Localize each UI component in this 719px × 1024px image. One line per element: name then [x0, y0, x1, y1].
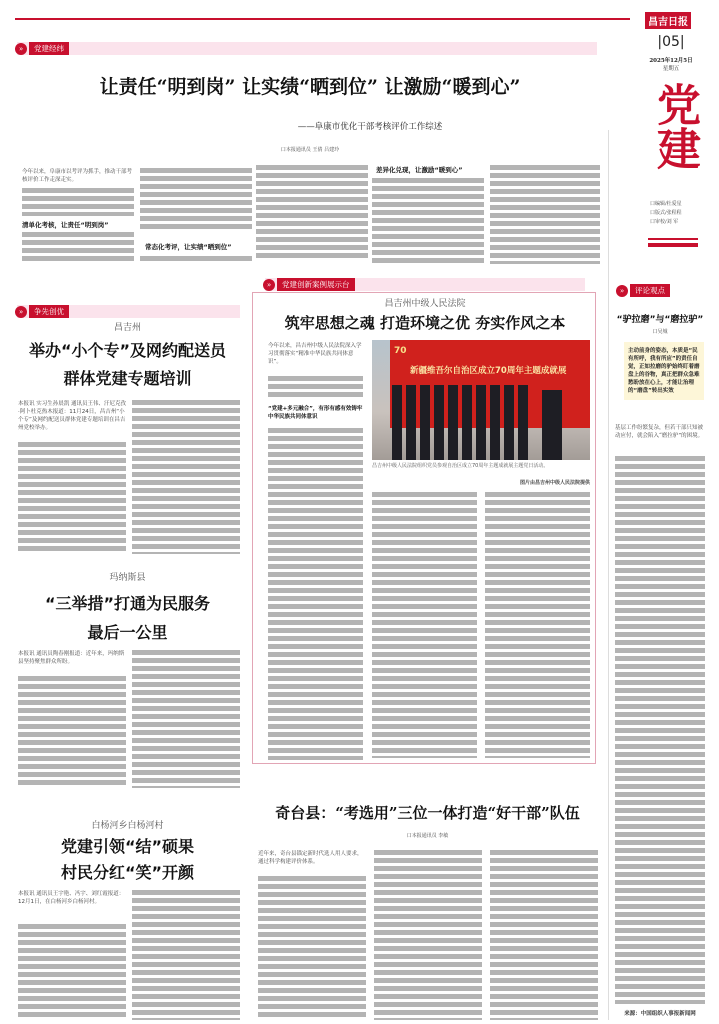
photo-logo: 70	[394, 346, 407, 356]
event-photo	[372, 340, 590, 460]
section-tag: 党建经纬	[29, 42, 69, 55]
commentary-source: 来源：中国组织人事报新闻网	[624, 1011, 696, 1017]
editor: 口编辑/杜爱星	[650, 201, 682, 207]
section-tag: 争先创优	[29, 305, 69, 318]
subhead: 清单化考核，让责任“明到岗”	[22, 221, 109, 229]
section-bar-党建创新案例展示台	[265, 278, 585, 291]
headline: 群体党建专题培训	[63, 369, 192, 388]
page-number: |05|	[657, 34, 685, 50]
top-rule	[15, 18, 630, 20]
section-bar-争先创优	[17, 305, 240, 318]
masthead-logo: 昌吉日报	[645, 12, 691, 29]
commentary-title: “驴拉磨”与“磨拉驴”	[616, 315, 704, 325]
rule	[648, 243, 698, 247]
page-number-value: 05	[662, 34, 680, 50]
article-lead: 基层工作纷繁复杂，但若干部只知被动应付，就会陷入“磨拉驴”的困境。	[615, 425, 704, 439]
chevron-icon: »	[15, 306, 27, 318]
headline: 最后一公里	[87, 623, 168, 642]
top-subtitle: ——阜康市优化干部考核评价工作综述	[297, 122, 443, 132]
section-tag: 党建创新案例展示台	[277, 278, 355, 291]
photo-banner-text: 新疆维吾尔自治区成立70周年主题成就展	[410, 366, 567, 376]
photo-credit: 图片由昌吉州中级人民法院提供	[519, 480, 590, 486]
headline: 举办“小个专”及网约配送员	[28, 341, 227, 360]
issue-weekday: 星期五	[662, 66, 680, 72]
subhead: 差异化兑现，让激励“暖到心”	[376, 166, 463, 174]
chevron-icon: »	[15, 43, 27, 55]
section-bar-评论观点	[618, 284, 703, 297]
article-lead: 今年以来，昌吉州中级人民法院深入学习贯彻落实“精准中华民族共同体意识”。	[268, 343, 362, 365]
headline: 党建引领“结”硕果	[60, 837, 195, 856]
kicker: 白杨河乡白杨河村	[91, 821, 164, 831]
editor-list	[650, 200, 682, 227]
article-lead: 本报讯 通讯员王宇艳、冯宇、刘红霞报道：12月1日，在白杨河乡白杨河村。	[18, 891, 125, 905]
photo-caption: 昌吉州中级人民法院组织党员参观自治区成立70周年主题成就展主题党日活动。	[372, 463, 549, 469]
commentary-highlight: 主动前身的姿态，本质是“民有所呼，我有所应”的责任自觉，正如拉磨的驴始终盯着磨盘上的谷物，真正把群众急难愁盼放在心上，才能让治理的“磨盘”转出实效	[624, 342, 704, 400]
subhead: “党建+多元融合”，有形有感有效铸牢中华民族共同体意识	[268, 406, 363, 420]
editor: 口版式/张程程	[650, 210, 682, 216]
column-divider	[608, 130, 609, 1020]
top-lead: 今年以来，阜康市以考评为抓手，推动干部考核评价工作走深走实。	[22, 169, 133, 183]
bottom-byline: 口本报通讯员 李敏	[406, 833, 449, 839]
kicker: 昌吉州	[113, 323, 141, 333]
chevron-icon: »	[616, 285, 628, 297]
editor: 口审校/刘 军	[650, 219, 679, 225]
chevron-icon: »	[263, 279, 275, 291]
subhead: 常态化考评，让实绩“晒到位”	[145, 243, 232, 251]
issue-date: 2025年12月5日	[649, 58, 693, 64]
headline: 村民分红“笑”开颜	[60, 863, 195, 882]
top-headline: 让责任“明到岗” 让实绩“晒到位” 让激励“暖到心”	[99, 76, 521, 98]
kicker: 玛纳斯县	[109, 573, 146, 583]
commentary-author: 口吴城	[652, 329, 668, 335]
section-bar-党建经纬	[17, 42, 597, 55]
center-headline: 筑牢思想之魂 打造环境之优 夯实作风之本	[284, 314, 566, 332]
headline: “三举措”打通为民服务	[44, 594, 211, 613]
article-lead: 本报讯 实习生孙晨凯 通讯员王伟、汗尼克孜·阿卜杜克热木报道：11月24日，昌吉州“小个专”及网约配送员群体党建专题培训在昌吉州党校举办。	[18, 401, 126, 431]
bottom-headline: 奇台县：“考选用”三位一体打造“好干部”队伍	[275, 804, 580, 822]
top-byline: 口本报通讯员 王倩 吕建玲	[280, 147, 340, 153]
section-tag: 评论观点	[630, 284, 670, 297]
article-lead: 近年来，奇台县锚定新时代选人用人要求，通过科学构建评价体系。	[258, 851, 363, 865]
rule	[648, 238, 698, 240]
article-lead: 本报讯 通讯员陶春刚报道：近年来，玛纳斯县坚持聚焦群众所盼。	[18, 651, 125, 665]
section-art-党建: 党建	[649, 82, 700, 170]
court-kicker: 昌吉州中级人民法院	[384, 299, 466, 309]
